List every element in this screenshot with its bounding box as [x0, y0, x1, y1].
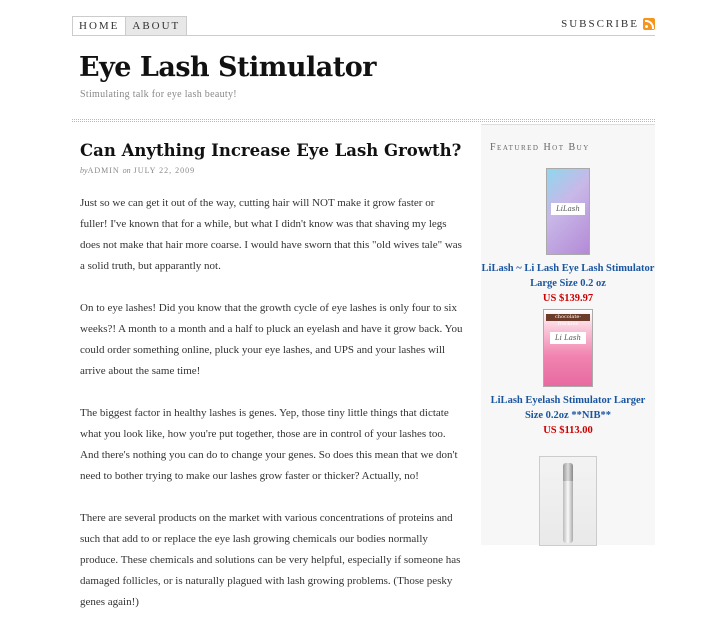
site-title[interactable]: Eye Lash Stimulator [79, 52, 376, 83]
product-box-label: Li Lash [550, 332, 586, 344]
nav-divider [72, 35, 655, 36]
nav-home[interactable]: HOME [72, 16, 126, 36]
mascara-cap-icon [563, 463, 573, 481]
product-item[interactable] [481, 309, 655, 438]
post-byline [80, 166, 195, 175]
subscribe-link[interactable] [561, 18, 655, 30]
post-title[interactable]: Can Anything Increase Eye Lash Growth? [80, 141, 462, 160]
post-paragraph: Just so we can get it out of the way, cutting hair will NOT make it grow faster or fuller! I've known that for a while, but what I didn't know was that shaving my legs does not make that hair more coarse. I would have sworn that this "old wives tale" was a solid truth, but apparantly not. [80, 197, 462, 272]
post-body [80, 193, 464, 634]
product-image[interactable] [539, 456, 597, 546]
product-name-link[interactable]: LiLash Eyelash Stimulator Larger Size 0.2oz **NIB** [490, 395, 646, 421]
product-item[interactable] [481, 456, 655, 546]
post-author[interactable]: ADMIN [87, 166, 120, 175]
post-paragraph: The biggest factor in healthy lashes is genes. Yep, those tiny little things that dictate what you look like, how you're put together, those are in control of your lashes too. And there's nothing you can do to change your genes. So does this mean that we don't need to bother trying to make our lashes grow faster or thicker? Actually, no! [80, 407, 458, 482]
post-date: JULY 22, 2009 [133, 166, 196, 175]
byline-on: on [122, 166, 131, 175]
sidebar [481, 124, 655, 545]
product-box-top-label: chocolate-freckles [546, 314, 590, 321]
main-nav [72, 16, 187, 36]
product-price: US $113.00 [543, 425, 593, 436]
product-image[interactable] [543, 309, 593, 387]
nav-about[interactable]: ABOUT [126, 16, 187, 36]
subscribe-label: SUBSCRIBE [561, 18, 639, 30]
post-paragraph: On to eye lashes! Did you know that the growth cycle of eye lashes is only four to six weeks?! A month to a month and a half to pluck an eyelash and have it grow back. You could order something online, pluck your eye lashes, and UPS and your lashes will arrive about the same time! [80, 302, 463, 377]
product-item[interactable] [481, 168, 655, 306]
product-box-label: LiLash [551, 203, 585, 215]
header-divider [72, 119, 655, 122]
product-price: US $139.97 [542, 293, 594, 304]
product-name-link[interactable]: LiLash ~ Li Lash Eye Lash Stimulator Large Size 0.2 oz [481, 263, 655, 289]
site-tagline: Stimulating talk for eye lash beauty! [80, 89, 237, 100]
byline-by: by [80, 166, 88, 175]
rss-icon [643, 18, 655, 30]
sidebar-heading: Featured Hot Buy [490, 142, 590, 153]
product-image[interactable] [546, 168, 590, 255]
post-paragraph: There are several products on the market with various concentrations of proteins and such that add to or replace the eye lash growing chemicals our bodies normally produce. These chemicals and solutions can be very helpful, especially if someone has damaged follicles, or is naturally plagued with lash growing problems. (Those pesky genes again!) [80, 512, 461, 608]
